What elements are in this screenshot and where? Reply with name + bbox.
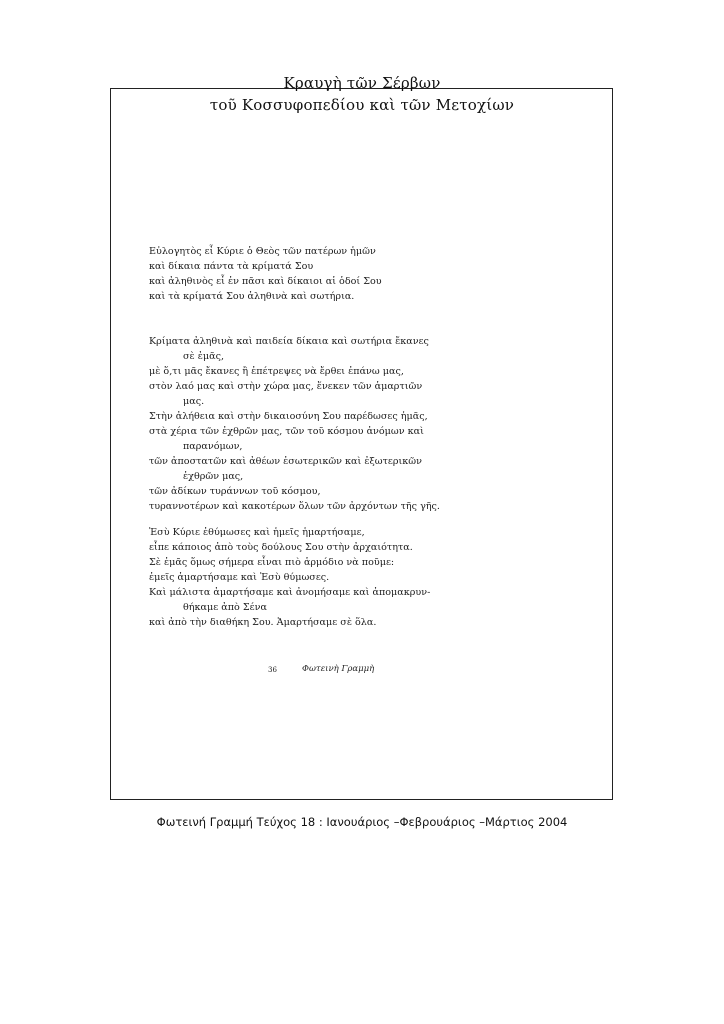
poem-line: Ἐσὺ Κύριε ἐθύμωσες καὶ ἡμεῖς ἡμαρτήσαμε,	[149, 527, 365, 538]
poem-line: μὲ ὅ,τι μᾶς ἔκανες ἢ ἐπέτρεψες νὰ ἔρθει ἐπάνω μας,	[149, 366, 404, 377]
stanza-1	[149, 244, 382, 304]
journal-footer-mark: Φωτεινὴ Γραμμὴ	[302, 664, 375, 674]
poem-line: μας.	[183, 396, 205, 407]
poem-line: ἐμεῖς ἁμαρτήσαμε καὶ Ἐσὺ θύμωσες.	[149, 572, 330, 583]
poem-line: σὲ ἐμᾶς,	[183, 351, 225, 362]
poem-line: καὶ δίκαια πάντα τὰ κρίματά Σου	[149, 261, 314, 272]
poem-title-line2: τοῦ Κοσσυφοπεδίου καὶ τῶν Μετοχίων	[209, 96, 515, 114]
poem-line: Καὶ μάλιστα ἁμαρτήσαμε καὶ ἀνομήσαμε καὶ ἀπομακρυν-	[149, 587, 431, 598]
poem-line: Σὲ ἐμᾶς ὅμως σήμερα εἶναι πιὸ ἁρμόδιο νὰ ποῦμε:	[149, 557, 395, 568]
document-caption: Φωτεινή Γραμμή Τεύχος 18 : Ιανουάριος –Φεβρουάριος –Μάρτιος 2004	[156, 815, 568, 829]
poem-line: ἐχθρῶν μας,	[183, 471, 244, 482]
poem-line: καὶ ἀληθινὸς εἶ ἐν πᾶσι καὶ δίκαιοι αἱ ὁδοί Σου	[149, 276, 382, 287]
page-number: 36	[268, 666, 277, 674]
poem-line: παρανόμων,	[183, 441, 243, 452]
poem-line: καὶ τὰ κρίματά Σου ἀληθινὰ καὶ σωτήρια.	[149, 291, 355, 302]
poem-line: Εὐλογητὸς εἶ Κύριε ὁ Θεὸς τῶν πατέρων ἡμῶν	[149, 246, 376, 257]
stanza-3	[149, 525, 430, 630]
poem-line: τυραννοτέρων καὶ κακοτέρων ὅλων τῶν ἀρχόντων τῆς γῆς.	[149, 501, 440, 512]
poem-line: Κρίματα ἀληθινὰ καὶ παιδεία δίκαια καὶ σωτήρια ἔκανες	[149, 336, 429, 347]
poem-line: Στὴν ἀλήθεια καὶ στὴν δικαιοσύνη Σου παρέδωσες ἡμᾶς,	[149, 411, 428, 422]
poem-line: στὸν λαό μας καὶ στὴν χώρα μας, ἕνεκεν τῶν ἁμαρτιῶν	[149, 381, 423, 392]
poem-line: καὶ ἀπὸ τὴν διαθήκη Σου. Ἁμαρτήσαμε σὲ ὅλα.	[149, 617, 377, 628]
poem-line: τῶν ἀδίκων τυράννων τοῦ κόσμου,	[149, 486, 321, 497]
poem-line: θήκαμε ἀπὸ Σένα	[183, 602, 267, 613]
poem-line: εἶπε κάποιος ἀπὸ τοὺς δούλους Σου στὴν ἀρχαιότητα.	[149, 542, 413, 553]
poem-title-line1: Κραυγὴ τῶν Σέρβων	[283, 74, 441, 92]
stanza-2	[149, 334, 440, 514]
poem-line: στὰ χέρια τῶν ἐχθρῶν μας, τῶν τοῦ κόσμου ἀνόμων καὶ	[149, 426, 424, 437]
poem-line: τῶν ἀποστατῶν καὶ ἀθέων ἐσωτερικῶν καὶ ἐξωτερικῶν	[149, 456, 422, 467]
